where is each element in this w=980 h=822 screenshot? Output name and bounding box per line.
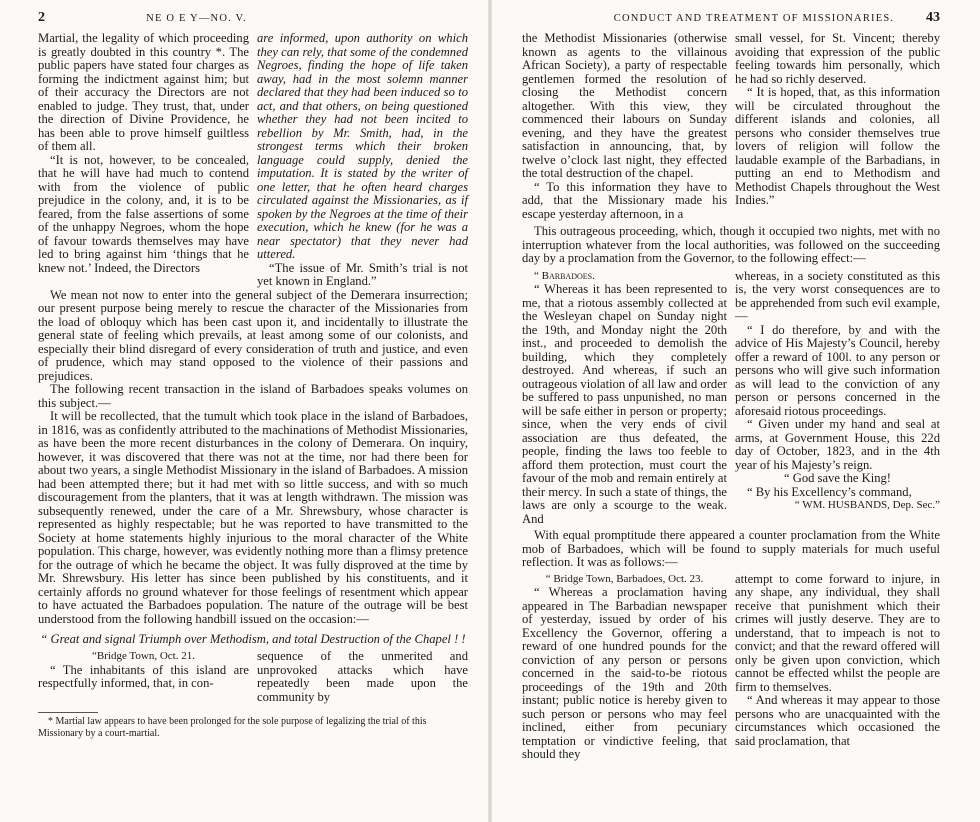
left-page-header xyxy=(38,10,468,32)
paragraph: “ Bridge Town, Barbadoes, Oct. 23. xyxy=(545,572,704,585)
handbill-title: “ Great and signal Triumph over Methodism, and total Destruction of the Chapel ! ! xyxy=(40,632,466,646)
handbill-col-1 xyxy=(38,650,249,704)
paragraph: Martial, the legality of which proceeding is greatly doubted in this country *. The public papers have stated four charges as forming the indictment against him; but of their accuracy the Directors are not enabled to judge. They trust, that, under the direction of Divine Providence, he has been able to prove himself guiltless of them all. xyxy=(38,31,249,153)
right-top-col-1 xyxy=(522,32,727,221)
left-top-columns xyxy=(38,32,468,289)
paragraph: “The issue of Mr. Smith’s trial is not yet known in England.” xyxy=(257,260,468,288)
left-page-number: 2 xyxy=(38,10,45,25)
right-top-columns xyxy=(522,32,940,221)
counter-col-1 xyxy=(522,573,727,762)
paragraph: “It is not, however, to be concealed, that he will have had much to contend with from the violence of public prejudice in the colony, and, it is to be feared, from the false assertions of some of the unhappy Negroes, whom the hope of favour towards themselves may have led to bring against him ‘things that he knew not.’ Indeed, the Directors xyxy=(38,152,249,275)
paragraph: “ God save the King! xyxy=(783,471,892,485)
paragraph: “Bridge Town, Oct. 21. xyxy=(92,650,195,662)
paragraph: We mean not now to enter into the general subject of the Demerara insurrection; our present purpose being merely to rescue the character of the Missionaries from the load of obloquy which has been cast upon it, and incidentally to illustrate the general state of feeling which prevails, at least among some of our colonists, and especially their blind disregard of every consideration of truth and justice, and even of prudence, which may stand opposed to the violence of their passions and prejudices. xyxy=(38,287,468,383)
paragraph: the Methodist Missionaries (otherwise known as agents to the villainous African Society), a party of respectable gentlemen formed the resolution of closing the Methodist concern altogether. With this view, they commenced their labours on Sunday evening, and they have the greatest satisfaction in announcing, that, by twelve o’clock last night, they effected the total destruction of the chapel. xyxy=(522,31,727,180)
left-full-width-text xyxy=(38,289,468,627)
paragraph: sequence of the unmerited and unprovoked attacks which have repeatedly been made upon the community by xyxy=(257,649,468,704)
right-running-head: CONDUCT AND TREATMENT OF MISSIONARIES. xyxy=(613,13,895,24)
right-top-col-2 xyxy=(735,32,940,221)
counter-proclamation-columns xyxy=(522,573,940,762)
paragraph: “ To this information they have to add, that the Missionary made his escape yesterday afternoon, in a xyxy=(522,179,727,221)
right-page-header xyxy=(522,10,940,32)
paragraph: “ Whereas it has been represented to me, that a riotous assembly collected at the Wesleyan chapel on Sunday night the 19th, and Monday night the 20th inst., and proceeded to demolish the building, which they completely destroyed. And whereas, if such an outrageous violation of all law and order be suffered to pass unpunished, no man will be safe either in person or property; since, when the very ends of civil association are thus defeated, the people, finding the laws too feeble to afford them protection, must court the favour of the mob and remain entirely at their mercy. In such a state of things, the laws are only a scourge to the weak. And xyxy=(522,282,727,526)
paragraph: are informed, upon authority on which they can rely, that some of the condemned Negroes, finding the hope of life taken away, had in the most solemn manner declared that they had been induced so to act, and that others, on being questioned whether they had not been incited to rebellion by Mr. Smith, had, in the strongest terms which their broken language could supply, denied the imputation. It is stated by the writer of one letter, that he often heard charges circulated against the Missionaries, as if spoken by the Negroes at the time of their execution, which he knew (for he was a near spectator) that they never had uttered. xyxy=(257,31,468,261)
paragraph: whereas, in a society constituted as this is, the very worst consequences are to be apprehended from such evil example,— xyxy=(735,268,940,323)
proclamation-columns xyxy=(522,270,940,527)
left-running-head: NE O E Y—NO. V. xyxy=(146,13,247,24)
paragraph: “ It is hoped, that, as this information will be circulated throughout the different islands and colonies, all persons who consider themselves true lovers of religion will follow the laudable example of the Barbadians, in putting an end to Methodism and Methodist Chapels throughout the West Indies.” xyxy=(735,85,940,207)
left-col-1 xyxy=(38,32,249,289)
paragraph: “ I do therefore, by and with the advice of His Majesty’s Council, hereby offer a reward of 100l. to any person or persons who will give such information as will lead to the conviction of any person or persons concerned in the aforesaid riotous proceedings. xyxy=(735,322,940,418)
paragraph: small vessel, for St. Vincent; thereby avoiding that expression of the public feeling towards him personally, which he had so richly deserved. xyxy=(735,31,940,86)
left-col-2 xyxy=(257,32,468,289)
paragraph: With equal promptitude there appeared a counter proclamation from the White mob of Barbadoes, which will be found to supply materials for much useful reflection. It was as follows:— xyxy=(522,528,940,569)
right-page xyxy=(490,0,980,822)
paragraph: The following recent transaction in the island of Barbadoes speaks volumes on this subject.— xyxy=(38,382,468,410)
paragraph: attempt to come forward to injure, in any shape, any individual, they shall receive that punishment which their crimes will justly deserve. They are to understand, that to impeach is not to convict; and that the reward offered will only be given upon conviction, which cannot be effected whilst the people are firm to themselves. xyxy=(735,571,940,694)
signature: “ WM. HUSBANDS, Dep. Sec.” xyxy=(794,499,940,511)
right-full-text-1 xyxy=(522,225,940,266)
footnote-rule xyxy=(38,712,98,713)
paragraph: “ Whereas a proclamation having appeared in The Barbadian newspaper of yesterday, issued by order of his Excellency the Governor, offering a reward of one hundred pounds for the conviction of any person or persons concerned in the said-to-be riotous proceedings of the 19th and 20th instant; public notice is hereby given to such person or persons who may feel inclined, either from pecuniary temptation or vindictive feeling, that should they xyxy=(522,585,727,761)
paragraph: “ The inhabitants of this island are respectfully informed, that, in con- xyxy=(38,662,249,690)
handbill-columns xyxy=(38,650,468,704)
proclamation-col-1 xyxy=(522,270,727,527)
paragraph: It will be recollected, that the tumult which took place in the island of Barbadoes, in 1816, was as confidently attributed to the machinations of Methodist Missionaries, as have been the more recent disturbances in the colony of Demerara. On inquiry, however, it was discovered that there was not at the time, nor had there been for about two years, a single Methodist Missionary in the island of Barbadoes. A mission had been attempted there; but it had met with so little success, and with so much discouragement from the planters, that it was at length withdrawn. The mission was subsequently renewed, under the care of a Mr. Shrewsbury, whose character is represented as highly respectable; but he was reported to have transmitted to the Society at home statements highly injurious to the moral character of the White population. This charge, however, was evidently nothing more than a flimsy pretence for the outrage of which he became the object. It was fully disproved at the time by Mr. Shrewsbury. His letter has since been published by his constituents, and it certainly affords no ground whatever for those feelings of resentment which appear to have actuated the Barbadoes population. The nature of the outrage will be best understood from the following handbill issued on the occasion:— xyxy=(38,409,468,626)
counter-col-2 xyxy=(735,573,940,762)
footnote: * Martial law appears to have been prolonged for the sole purpose of legalizing the trial of this Missionary by a court-martial. xyxy=(38,716,427,739)
paragraph: “ And whereas it may appear to those persons who are unacquainted with the circumstances which occasioned the said proclamation, that xyxy=(735,693,940,748)
paragraph: This outrageous proceeding, which, though it occupied two nights, met with no interruption whatever from the local authorities, was followed on the succeeding day by a proclamation from the Governor, to the following effect:— xyxy=(522,224,940,265)
handbill-col-2 xyxy=(257,650,468,704)
paragraph: “ By his Excellency’s command, xyxy=(747,484,912,499)
right-page-number: 43 xyxy=(925,10,940,25)
paragraph: “ Given under my hand and seal at arms, at Government House, this 22d day of October, 1823, and in the 4th year of his Majesty’s reign. xyxy=(735,417,940,472)
paragraph: “ Barbadoes. xyxy=(534,269,595,282)
right-full-text-2 xyxy=(522,529,940,570)
proclamation-col-2 xyxy=(735,270,940,527)
